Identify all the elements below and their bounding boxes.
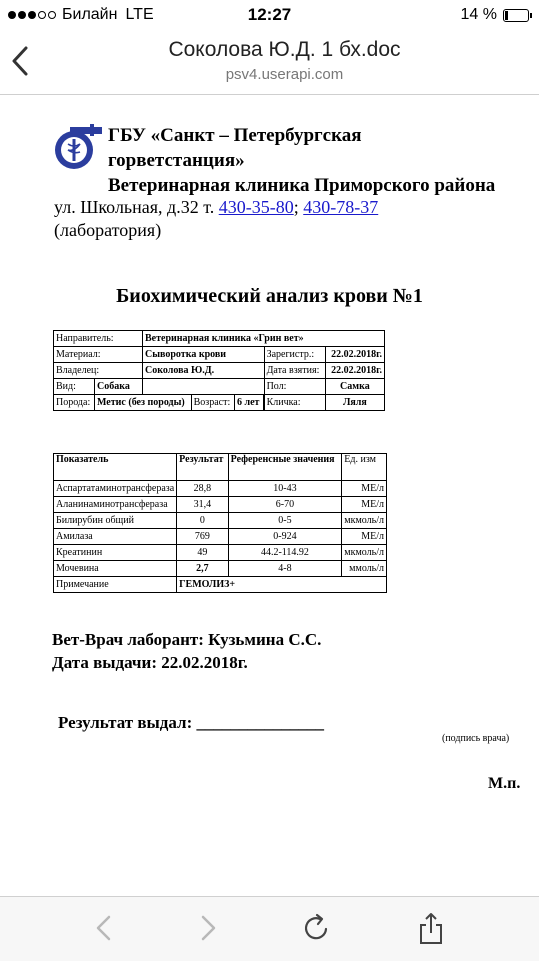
table-row [54, 529, 387, 545]
document-source: psv4.userapi.com [225, 66, 344, 83]
cell: 22.02.2018г. [325, 363, 384, 379]
cell: Ветеринарная клиника «Грин вет» [143, 331, 385, 347]
cell: Вид: [54, 379, 95, 394]
back-arrow-icon [88, 911, 122, 945]
cell: Зарегистр.: [264, 347, 325, 363]
header-cell: Референсные значения [228, 454, 342, 481]
navigation-bar [0, 32, 539, 95]
table-row [54, 481, 387, 497]
clinic-name: Ветеринарная клиника Приморского района [108, 175, 496, 196]
address-line [54, 197, 378, 218]
cell: 44.2-114.92 [228, 545, 342, 561]
cell: мкмоль/л [342, 513, 387, 529]
cell: ГЕМОЛИЗ+ [177, 577, 387, 593]
cell: Порода: [54, 395, 95, 410]
back-nav-button[interactable] [88, 911, 122, 945]
cell: 0-5 [228, 513, 342, 529]
header-cell: Ед. изм [342, 454, 387, 481]
cell: Пол: [264, 379, 325, 395]
cell: 769 [177, 529, 228, 545]
cell: Возраст: [191, 395, 234, 410]
clock: 12:27 [247, 5, 292, 24]
cell: МЕ/л [342, 497, 387, 513]
back-button[interactable] [6, 40, 36, 80]
phone-link-1[interactable]: 430-35-80 [218, 197, 294, 217]
cell: ммоль/л [342, 561, 387, 577]
patient-info-table [53, 330, 385, 411]
cell: 10-43 [228, 481, 342, 497]
cell: Направитель: [54, 331, 143, 347]
document-page [0, 95, 539, 895]
network-type: LTE [125, 6, 154, 23]
cell: 6-70 [228, 497, 342, 513]
table-row [54, 347, 385, 363]
cell: 4-8 [228, 561, 342, 577]
status-bar [0, 0, 539, 32]
cell: 2,7 [177, 561, 228, 577]
results-table [53, 453, 387, 593]
doctor-line: Вет-Врач лаборант: Кузьмина С.С. [52, 630, 322, 649]
cell: Мочевина [54, 561, 177, 577]
table-row [54, 331, 385, 347]
table-row [54, 513, 387, 529]
table-row [54, 497, 387, 513]
cell: 49 [177, 545, 228, 561]
cell: 31,4 [177, 497, 228, 513]
cell: Аланинаминотрансфераза [54, 497, 177, 513]
reload-icon [300, 911, 334, 945]
cell: Ляля [325, 395, 384, 411]
table-row [54, 363, 385, 379]
cell: 28,8 [177, 481, 228, 497]
cell: 0-924 [228, 529, 342, 545]
cell: Дата взятия: [264, 363, 325, 379]
header-cell: Результат [177, 454, 228, 481]
share-button[interactable] [414, 911, 448, 945]
cell: Материал: [54, 347, 143, 363]
header-cell: Показатель [54, 454, 177, 481]
cell: Соколова Ю.Д. [143, 363, 265, 379]
table-header-row [54, 454, 387, 481]
analysis-title: Биохимический анализ крови №1 [116, 285, 423, 307]
cell: Собака [97, 381, 130, 392]
share-icon [414, 911, 448, 945]
org-name-line1: ГБУ «Санкт – Петербургская [108, 125, 362, 146]
document-title: Соколова Ю.Д. 1 бх.doc [168, 38, 401, 61]
issue-date: Дата выдачи: 22.02.2018г. [52, 653, 248, 672]
table-row [54, 561, 387, 577]
phone-separator: ; [293, 197, 299, 217]
table-row [54, 395, 385, 411]
signature-note: (подпись врача) [442, 733, 510, 744]
cell: Амилаза [54, 529, 177, 545]
lab-label: (лаборатория) [54, 220, 162, 240]
battery-icon [503, 9, 529, 22]
cell: Примечание [54, 577, 177, 593]
clinic-logo [52, 124, 102, 172]
cell: Владелец: [54, 363, 143, 379]
address: ул. Школьная, д.32 т. [54, 197, 215, 217]
org-name-line2: горветстанция» [108, 150, 245, 171]
cell [54, 395, 264, 411]
bottom-toolbar [0, 896, 539, 961]
table-row [54, 545, 387, 561]
forward-arrow-icon [190, 911, 224, 945]
battery-area [461, 6, 529, 24]
cell [143, 379, 265, 395]
carrier-name: Билайн [62, 6, 118, 23]
table-row [54, 379, 385, 395]
cell: Самка [325, 379, 384, 395]
battery-percent: 14 % [460, 6, 497, 23]
forward-nav-button[interactable] [190, 911, 224, 945]
cell: Метис (без породы) [95, 395, 192, 410]
cell: Сыворотка крови [143, 347, 265, 363]
cell [54, 379, 143, 395]
cell: Кличка: [264, 395, 325, 411]
stamp-label: М.п. [488, 775, 521, 792]
table-row [54, 577, 387, 593]
result-issued-by: Результат выдал: _______________ [58, 713, 325, 732]
chevron-left-icon [6, 40, 36, 80]
phone-link-2[interactable]: 430-78-37 [303, 197, 379, 217]
cell: 0 [177, 513, 228, 529]
cell: Аспартатаминотрансфераза [54, 481, 177, 497]
cell: мкмоль/л [342, 545, 387, 561]
cell: МЕ/л [342, 529, 387, 545]
cell: 22.02.2018г. [325, 347, 384, 363]
cell: Билирубин общий [54, 513, 177, 529]
cell: 6 лет [236, 397, 260, 408]
cell: Креатинин [54, 545, 177, 561]
reload-button[interactable] [300, 911, 334, 945]
cell: МЕ/л [342, 481, 387, 497]
